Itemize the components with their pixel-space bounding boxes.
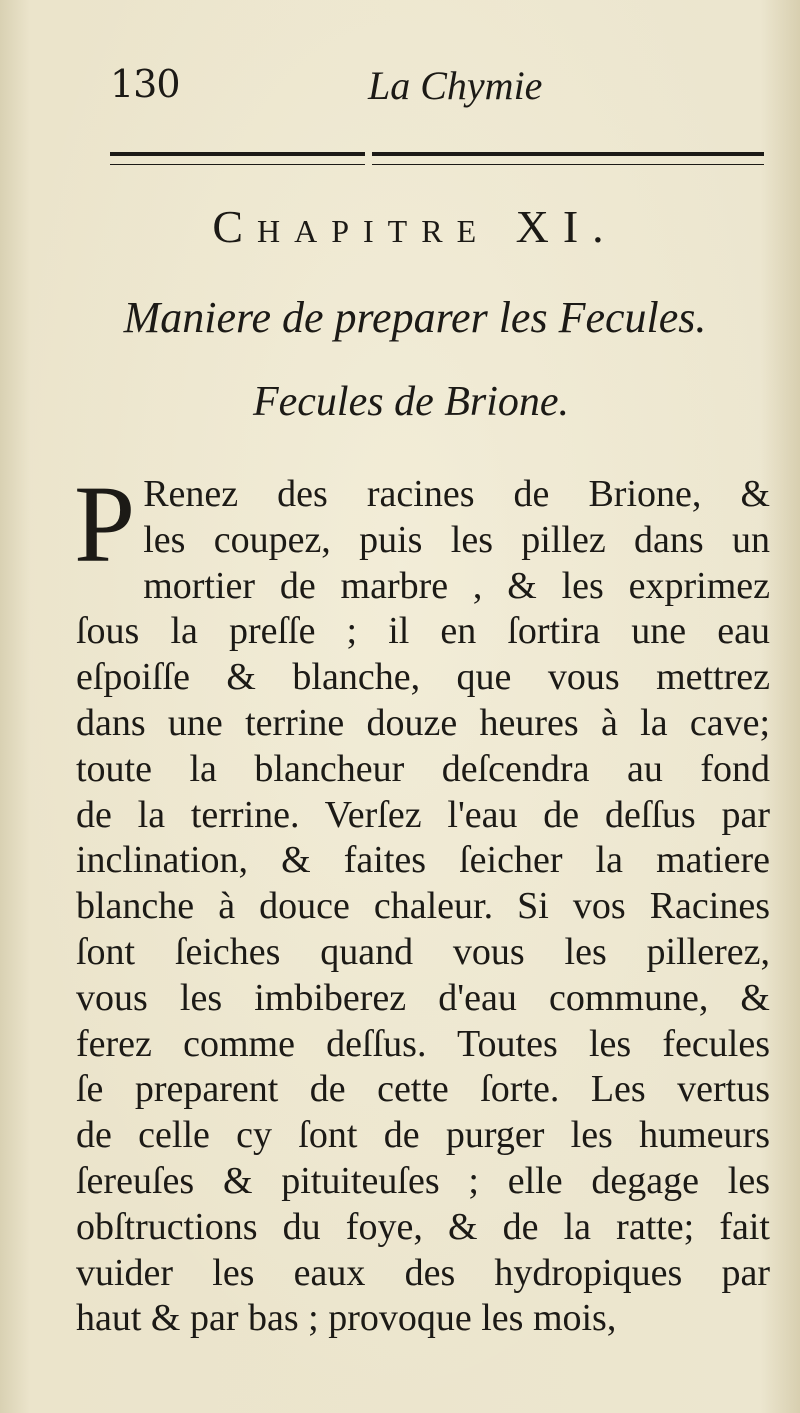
section-title: Maniere de preparer les Fecules. (123, 293, 707, 342)
subsection-title: Fecules de Brione. (252, 379, 570, 425)
chapter-title: Chapitre XI. (212, 201, 618, 252)
text-line: inclination, & faites ſeicher la matiere (76, 839, 770, 882)
text-line: ſe preparent de cette ſorte. Les vertus (76, 1068, 770, 1111)
text-line: blanche à douce chaleur. Si vos Racines (76, 885, 770, 928)
text-line: dans une terrine douze heures à la cave; (76, 701, 770, 744)
text-line: de la terrine. Verſez l'eau de deſſus par (76, 793, 770, 836)
text-line: de celle cy ſont de purger les humeurs (76, 1114, 770, 1157)
text-line: Renez des racines de Brione, & (143, 473, 770, 515)
drop-cap-letter: P (74, 463, 136, 585)
text-line: les coupez, puis les pillez dans un (143, 518, 770, 561)
text-line: eſpoiſſe & blanche, que vous mettrez (76, 656, 770, 699)
text-line: vous les imbiberez d'eau commune, & (76, 976, 770, 1019)
header-rule-left (110, 152, 365, 165)
text-line: obſtructions du foye, & de la ratte; fait (76, 1205, 770, 1248)
body-text (74, 463, 770, 1342)
page-header (110, 62, 760, 112)
text-line: mortier de marbre , & les exprimez (143, 564, 770, 607)
text-line: ſont ſeiches quand vous les pillerez, (76, 930, 770, 973)
text-line: vuider les eaux des hydropiques par (76, 1251, 770, 1294)
text-line: toute la blancheur deſcendra au fond (76, 747, 770, 790)
text-line: haut & par bas ; provoque les mois, (76, 1297, 617, 1340)
header-rule-right (372, 152, 764, 165)
text-line: ſous la preſſe ; il en ſortira une eau (76, 610, 770, 653)
running-title: La Chymie (368, 63, 543, 108)
text-line: ferez comme deſſus. Toutes les fecules (76, 1022, 770, 1065)
page-number: 130 (110, 62, 180, 106)
text-line: ſereuſes & pituiteuſes ; elle degage les (76, 1159, 770, 1202)
